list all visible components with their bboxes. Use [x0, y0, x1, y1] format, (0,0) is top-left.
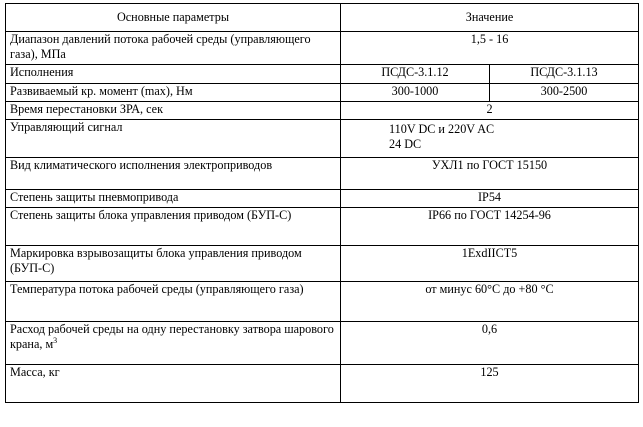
param-control-signal: Управляющий сигнал — [6, 120, 341, 158]
value-version-b: ПСДС-3.1.13 — [490, 65, 639, 84]
param-flow-consumption — [6, 322, 341, 365]
value-control-signal — [341, 120, 639, 158]
param-control-unit-protection: Степень защиты блока управления приводом (БУП-С) — [6, 208, 341, 246]
value-version-a: ПСДС-3.1.12 — [341, 65, 490, 84]
value-mass: 125 — [341, 365, 639, 403]
table-row — [6, 158, 639, 190]
value-actuator-protection: IP54 — [341, 190, 639, 208]
param-torque: Развиваемый кр. момент (max), Нм — [6, 84, 341, 102]
table-row — [6, 282, 639, 322]
cubic-superscript: 3 — [53, 335, 58, 345]
value-control-unit-protection: IP66 по ГОСТ 14254-96 — [341, 208, 639, 246]
table-row — [6, 190, 639, 208]
value-torque-b: 300-2500 — [490, 84, 639, 102]
table-row — [6, 208, 639, 246]
param-actuator-protection: Степень защиты пневмопривода — [6, 190, 341, 208]
param-climate-version: Вид климатического исполнения электроприводов — [6, 158, 341, 190]
table-row — [6, 120, 639, 158]
table-row — [6, 65, 639, 84]
param-switch-time: Время перестановки ЗРА, сек — [6, 102, 341, 120]
param-versions: Исполнения — [6, 65, 341, 84]
table-row — [6, 365, 639, 403]
value-switch-time: 2 — [341, 102, 639, 120]
table-row — [6, 246, 639, 282]
value-torque-a: 300-1000 — [341, 84, 490, 102]
param-mass: Масса, кг — [6, 365, 341, 403]
control-signal-line-2: 24 DC — [389, 137, 422, 151]
value-climate-version: УХЛ1 по ГОСТ 15150 — [341, 158, 639, 190]
table-row — [6, 32, 639, 65]
value-flow-consumption: 0,6 — [341, 322, 639, 365]
header-param: Основные параметры — [6, 4, 341, 32]
param-pressure-range: Диапазон давлений потока рабочей среды (управляющего газа), МПа — [6, 32, 341, 65]
table-row — [6, 322, 639, 365]
value-pressure-range: 1,5 - 16 — [341, 32, 639, 65]
param-temperature: Температура потока рабочей среды (управляющего газа) — [6, 282, 341, 322]
table-row — [6, 102, 639, 120]
control-signal-line-1: 110V DC и 220V AC — [389, 122, 495, 136]
header-value: Значение — [341, 4, 639, 32]
table-header-row — [6, 4, 639, 32]
table-row — [6, 84, 639, 102]
parameters-table — [5, 3, 639, 403]
value-temperature: от минус 60°С до +80 °С — [341, 282, 639, 322]
param-flow-consumption-text: Расход рабочей среды на одну перестановку затвора шарового крана, м — [10, 322, 334, 351]
param-explosion-marking: Маркировка взрывозащиты блока управления приводом (БУП-С) — [6, 246, 341, 282]
value-explosion-marking: 1ExdIICT5 — [341, 246, 639, 282]
